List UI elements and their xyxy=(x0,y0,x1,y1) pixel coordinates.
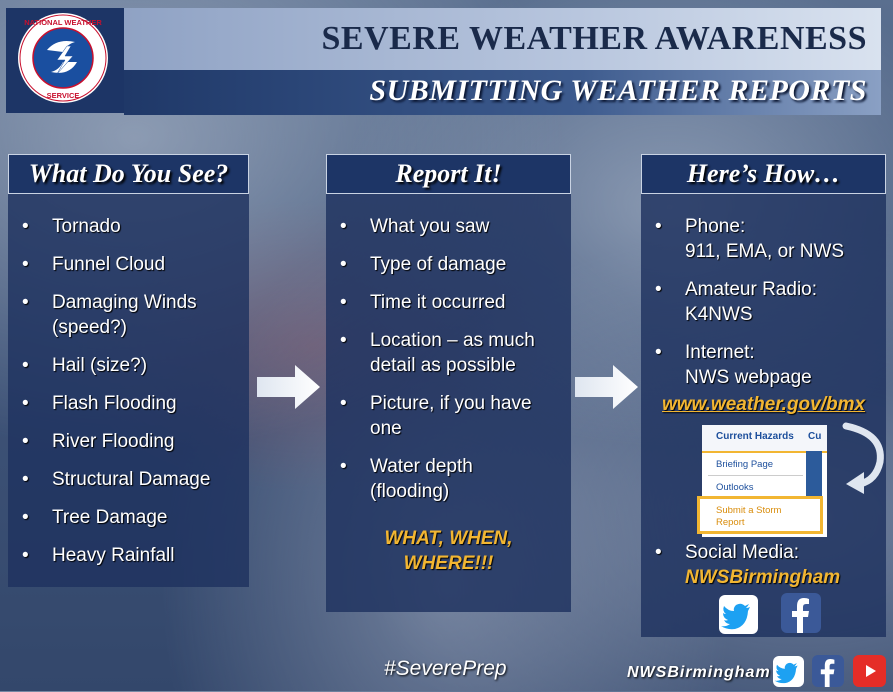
nws-bmx-link[interactable]: www.weather.gov/bmx xyxy=(662,394,866,415)
footer-handle: NWSBirmingham xyxy=(627,664,771,681)
page-title: SEVERE WEATHER AWARENESS xyxy=(321,20,867,57)
right-arrow-icon xyxy=(575,363,639,411)
menu-item-submit-line2: Report xyxy=(716,517,745,528)
svg-text:SERVICE: SERVICE xyxy=(46,91,80,100)
internet-label: • Internet: xyxy=(685,342,755,363)
subtitle-bar xyxy=(124,70,881,115)
list-item: • Location – as much detail as possible xyxy=(326,328,571,378)
footer-facebook-icon[interactable] xyxy=(812,655,844,687)
emphasis-line-1: WHAT, WHEN, xyxy=(384,528,513,549)
social-item xyxy=(641,540,886,590)
menu-item-outlooks[interactable]: Outlooks xyxy=(716,482,754,493)
report-panel xyxy=(326,194,571,612)
what-when-where xyxy=(326,526,571,576)
list-item: • Flash Flooding xyxy=(8,391,249,416)
emphasis-line-2: WHERE!!! xyxy=(403,553,494,574)
internet-value: NWS webpage xyxy=(685,367,812,388)
tab-cut-off[interactable]: Cu xyxy=(808,431,822,442)
phone-label: • Phone: xyxy=(685,216,746,237)
how-list xyxy=(641,214,886,390)
hashtag: #SeverePrep xyxy=(384,657,507,680)
social-list xyxy=(641,540,886,590)
list-item: • Time it occurred xyxy=(326,290,571,315)
see-list xyxy=(8,214,249,568)
twitter-bird-icon xyxy=(773,656,804,687)
list-item: • Tornado xyxy=(8,214,249,239)
tab-current-hazards[interactable]: Current Hazards xyxy=(716,431,794,442)
see-heading: What Do You See? xyxy=(8,154,249,194)
header xyxy=(0,0,893,115)
facebook-f-icon xyxy=(812,655,844,687)
report-heading: Report It! xyxy=(326,154,571,194)
right-arrow-icon xyxy=(257,363,321,411)
facebook-f-icon xyxy=(781,593,821,633)
list-item: • Type of damage xyxy=(326,252,571,277)
see-panel xyxy=(8,194,249,587)
title-bar xyxy=(124,8,881,70)
twitter-bird-icon xyxy=(719,595,758,634)
list-item: • What you saw xyxy=(326,214,571,239)
list-item: • Damaging Winds (speed?) xyxy=(8,290,249,340)
list-item: • Structural Damage xyxy=(8,467,249,492)
list-item: • River Flooding xyxy=(8,429,249,454)
list-item: • Picture, if you have one xyxy=(326,391,571,441)
youtube-play-icon xyxy=(853,655,886,687)
list-item: • Heavy Rainfall xyxy=(8,543,249,568)
social-handle: NWSBirmingham xyxy=(685,567,841,588)
twitter-icon[interactable] xyxy=(719,595,758,634)
radio-value: K4NWS xyxy=(685,304,753,325)
curved-arrow-icon xyxy=(838,420,890,496)
list-item: • Water depth (flooding) xyxy=(326,454,571,504)
social-label: • Social Media: xyxy=(685,542,800,563)
report-list xyxy=(326,214,571,504)
menu-item-briefing[interactable]: Briefing Page xyxy=(716,459,774,470)
radio-label: • Amateur Radio: xyxy=(685,279,818,300)
nws-logo xyxy=(17,12,109,104)
menu-bar xyxy=(702,425,827,453)
footer-youtube-icon[interactable] xyxy=(853,655,886,687)
phone-value: 911, EMA, or NWS xyxy=(685,241,845,262)
footer-twitter-icon[interactable] xyxy=(773,656,804,687)
list-item: • Funnel Cloud xyxy=(8,252,249,277)
list-item: • Tree Damage xyxy=(8,505,249,530)
phone-item xyxy=(641,214,886,264)
submit-storm-report-highlight[interactable] xyxy=(697,496,823,534)
list-item: • Hail (size?) xyxy=(8,353,249,378)
facebook-icon[interactable] xyxy=(781,593,821,633)
menu-item-submit-line1: Submit a Storm xyxy=(716,505,782,516)
internet-item xyxy=(641,340,886,390)
page-subtitle: SUBMITTING WEATHER REPORTS xyxy=(369,74,867,107)
how-panel xyxy=(641,194,886,637)
how-heading: Here’s How… xyxy=(641,154,886,194)
radio-item xyxy=(641,277,886,327)
svg-text:NATIONAL WEATHER: NATIONAL WEATHER xyxy=(24,18,102,27)
menu-divider xyxy=(708,475,803,476)
